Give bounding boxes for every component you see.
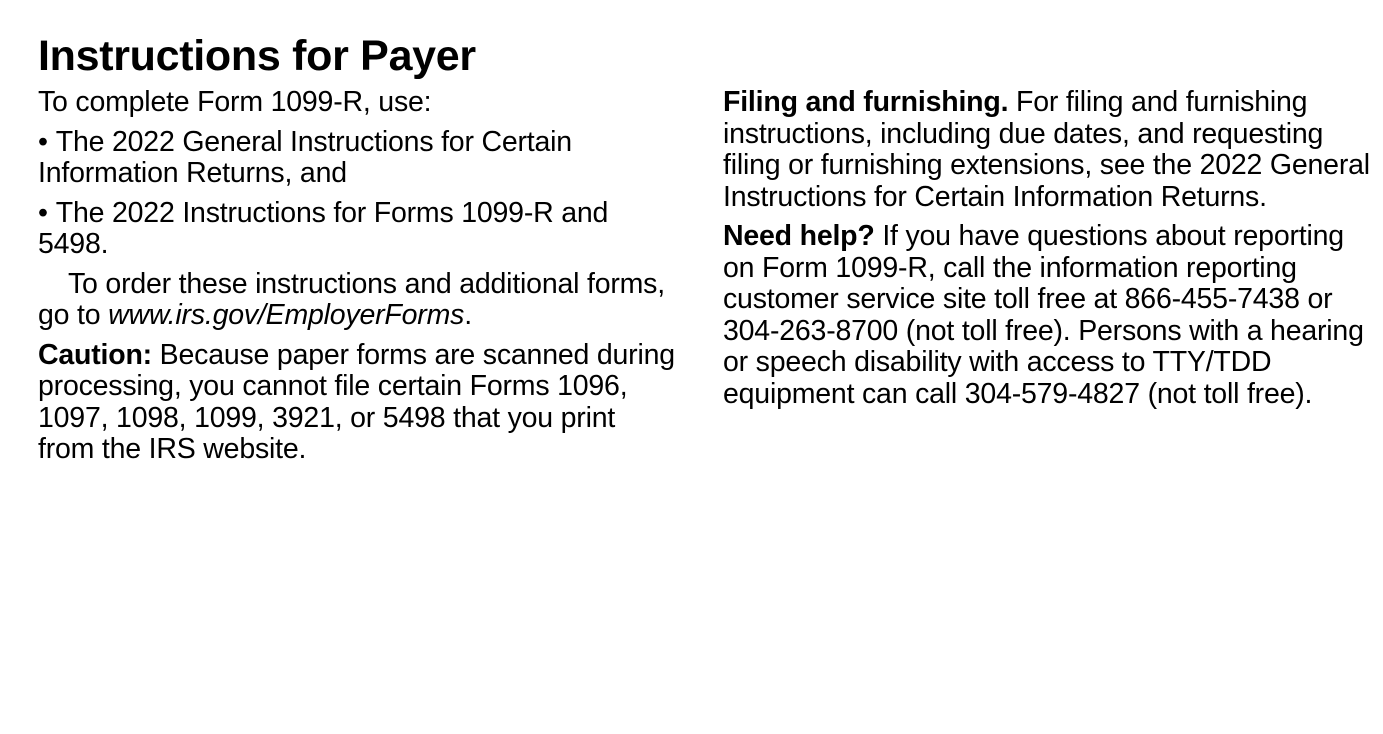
bullet-icon: • [38,125,48,158]
bullet-item-general-instructions [38,127,678,190]
caution-paragraph [38,340,678,466]
left-column [38,87,678,466]
help-paragraph [723,221,1373,410]
order-text: To order these instructions and additional forms, go to [38,267,665,331]
order-paragraph [38,269,678,332]
filing-paragraph [723,87,1373,213]
bullet-text: The 2022 General Instructions for Certain Information Returns, and [38,125,572,189]
filing-text: For filing and furnishing instructions, including due dates, and requesting filing or furnishing extensions, see the 2022 General Instructions for Certain Information Returns. [723,86,1370,213]
bullet-icon: • [38,196,48,229]
caution-text: Because paper forms are scanned during processing, you cannot file certain Forms 1096, 1097, 1098, 1099, 3921, or 5498 that you print from the IRS website. [38,338,675,465]
bullet-text: The 2022 Instructions for Forms 1099-R and 5498. [38,196,609,260]
caution-label: Caution: [38,338,152,371]
help-text: If you have questions about reporting on Form 1099-R, call the information reporting customer service site toll free at 866-455-7438 or 304-263-8700 (not toll free). Persons with a hearing or speech disability with access to TTY/TDD equipment can call 304-579-4827 (not toll free). [723,220,1364,410]
employer-forms-link[interactable]: www.irs.gov/EmployerForms [108,299,465,331]
filing-label: Filing and furnishing. [723,86,1009,118]
intro-text: To complete Form 1099-R, use: [38,86,432,118]
bullet-item-form-instructions [38,198,678,261]
help-label: Need help? [723,220,875,252]
page-title: Instructions for Payer [38,32,476,80]
right-column [723,87,1373,410]
order-text-end: . [464,299,472,331]
